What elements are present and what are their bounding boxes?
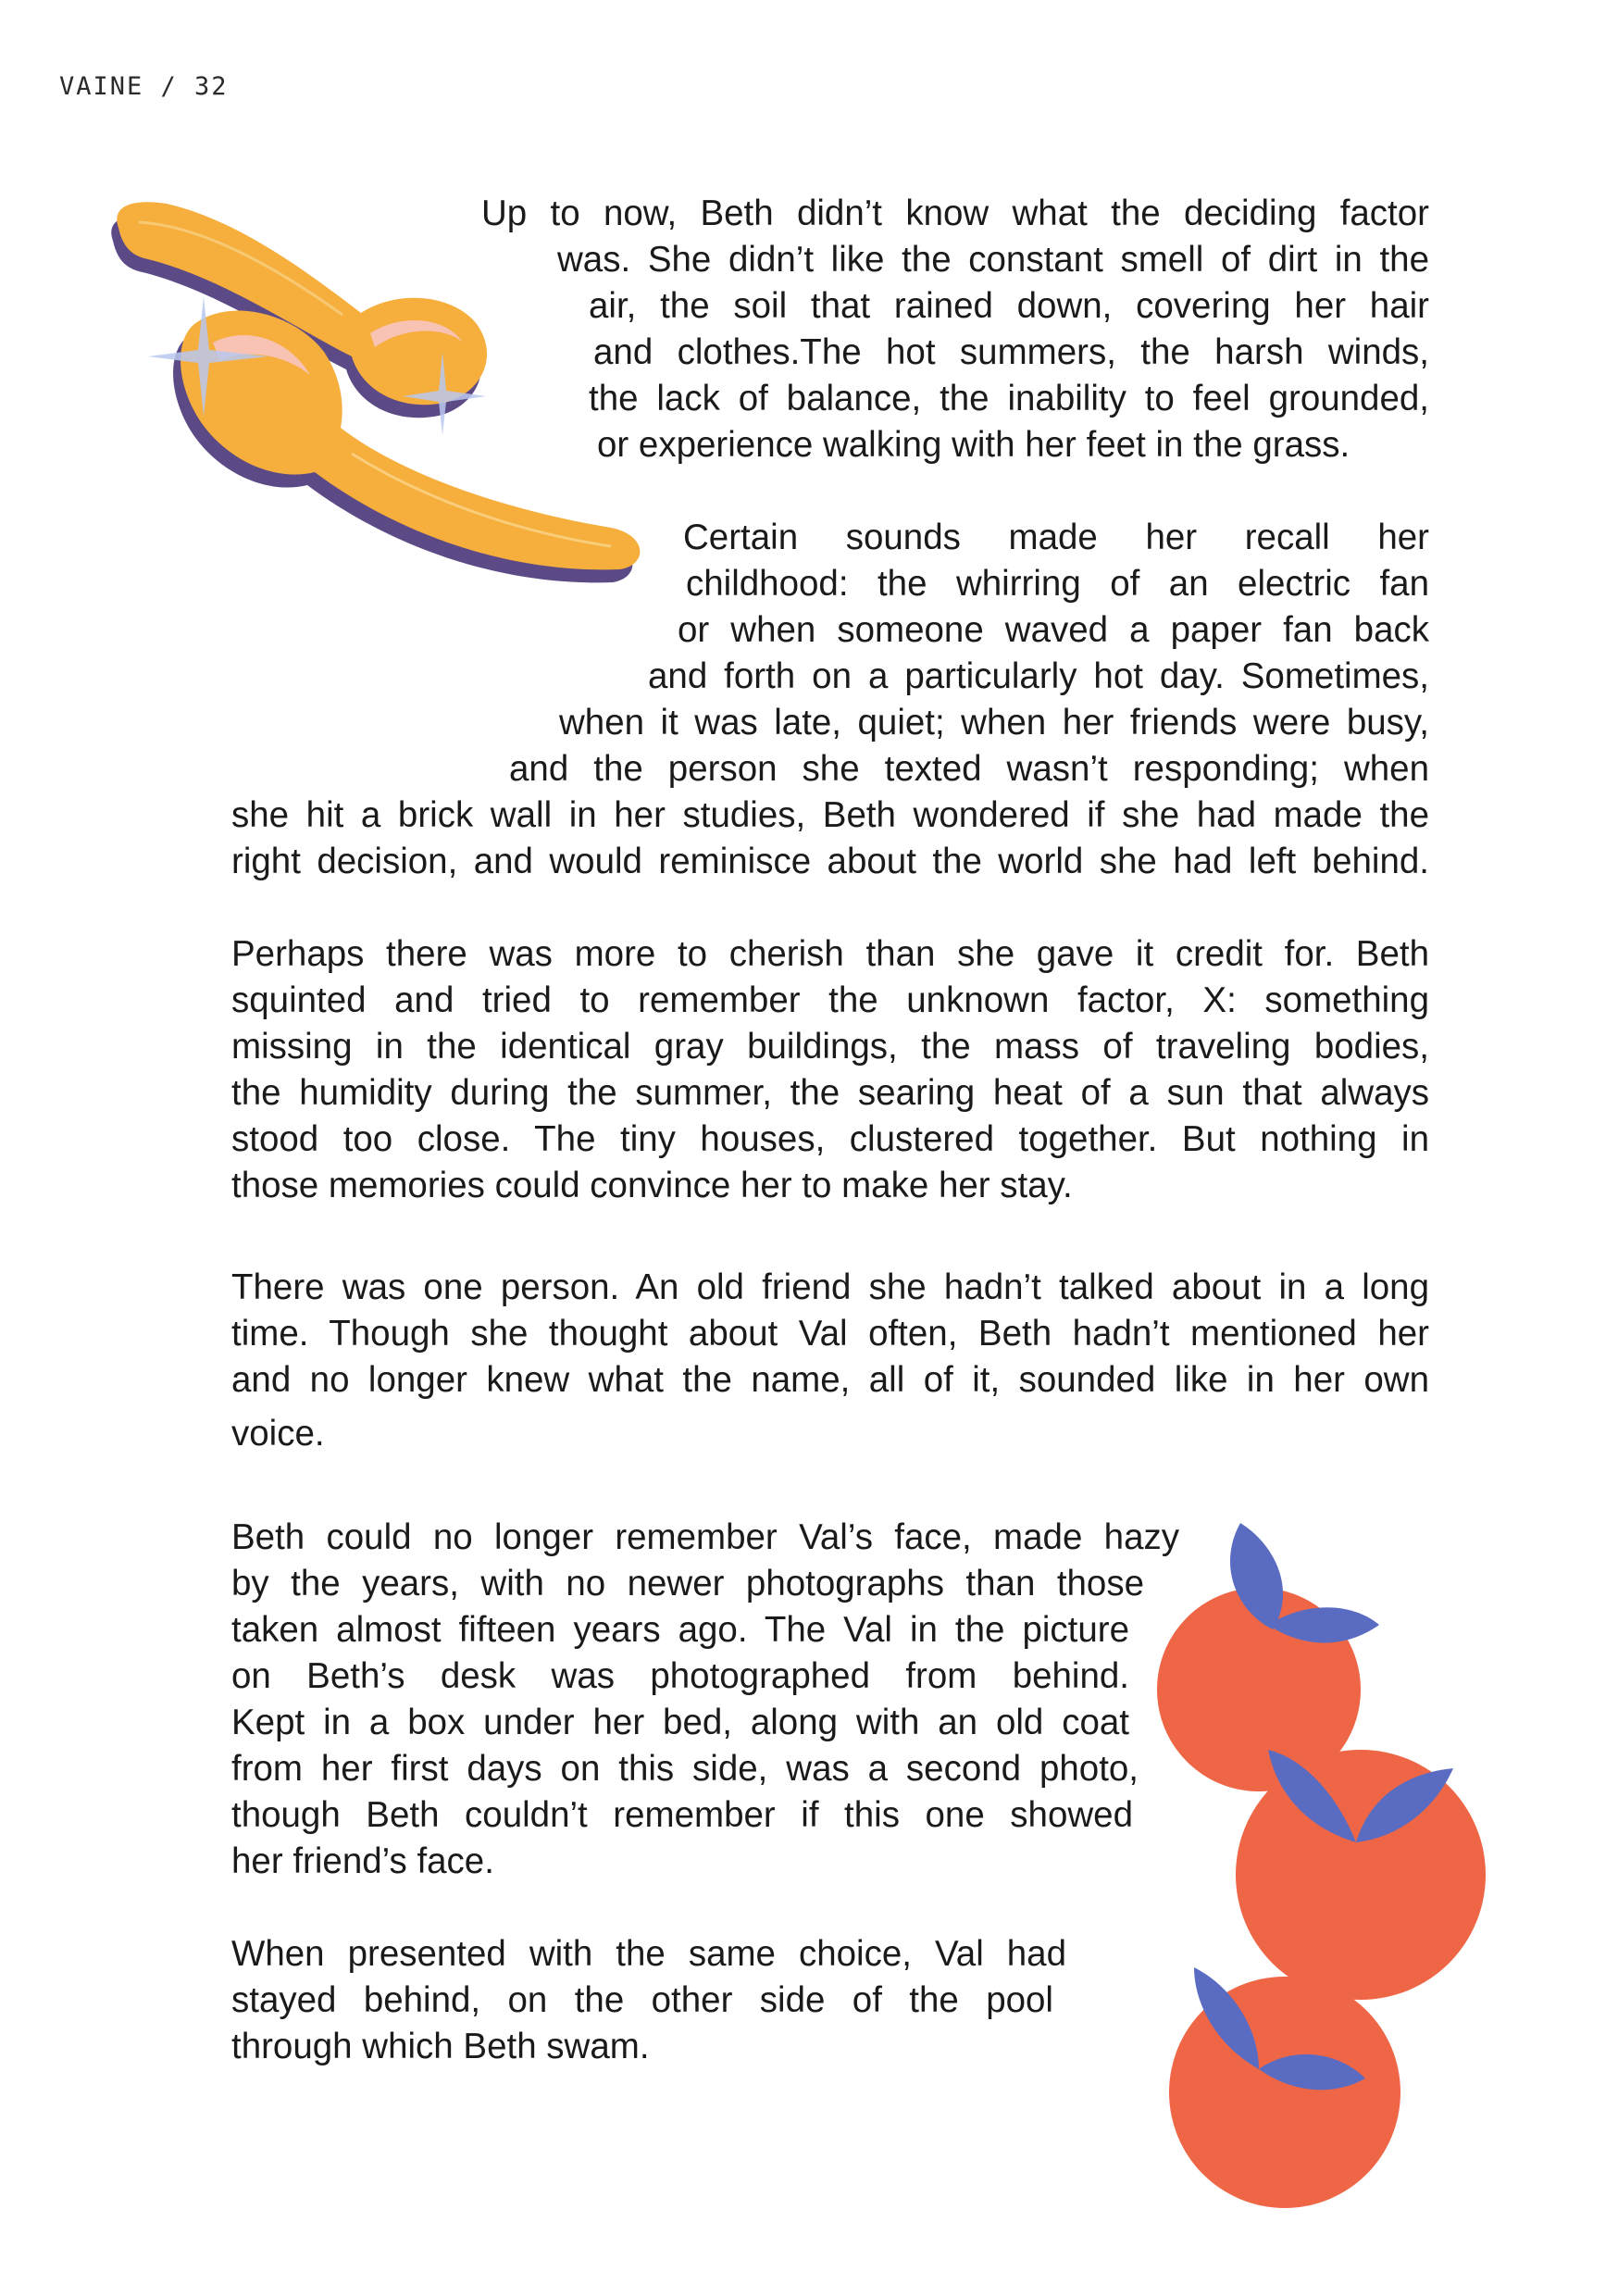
text-line: Beth could no longer remember Val’s face, made hazy — [231, 1517, 1179, 1557]
text-line: and clothes.The hot summers, the harsh winds, — [593, 332, 1429, 372]
text-line: Perhaps there was more to cherish than she gave it credit for. Beth — [231, 934, 1429, 974]
text-line: she hit a brick wall in her studies, Beth wondered if she had made the — [231, 795, 1429, 835]
text-line: the lack of balance, the inability to feel grounded, — [589, 379, 1429, 418]
text-line: childhood: the whirring of an electric fan — [686, 564, 1429, 604]
text-line: those memories could convince her to make her stay. — [231, 1166, 1073, 1205]
text-line: Kept in a box under her bed, along with an old coat — [231, 1703, 1129, 1742]
text-line: on Beth’s desk was photographed from behind. — [231, 1656, 1129, 1696]
text-line: though Beth couldn’t remember if this one showed — [231, 1795, 1133, 1835]
text-line: There was one person. An old friend she hadn’t talked about in a long — [231, 1267, 1429, 1307]
text-line: and forth on a particularly hot day. Sometimes, — [648, 656, 1429, 696]
text-line: from her first days on this side, was a second photo, — [231, 1749, 1139, 1789]
text-line: time. Though she thought about Val often, Beth hadn’t mentioned her — [231, 1314, 1429, 1354]
text-line: Up to now, Beth didn’t know what the deciding factor — [481, 193, 1429, 233]
text-line: missing in the identical gray buildings, the mass of traveling bodies, — [231, 1027, 1429, 1067]
text-line: her friend’s face. — [231, 1841, 494, 1881]
text-line: squinted and tried to remember the unknown factor, X: something — [231, 980, 1429, 1020]
text-line: when it was late, quiet; when her friends were busy, — [559, 703, 1429, 742]
orange-bottom — [1169, 1977, 1400, 2208]
text-line: When presented with the same choice, Val had — [231, 1934, 1066, 1974]
text-line: or when someone waved a paper fan back — [678, 610, 1429, 650]
text-line: the humidity during the summer, the searing heat of a sun that always — [231, 1073, 1429, 1113]
text-line: stood too close. The tiny houses, clustered together. But nothing in — [231, 1119, 1429, 1159]
text-line: and no longer knew what the name, all of it, sounded like in her own — [231, 1360, 1429, 1400]
text-line: right decision, and would reminisce about the world she had left behind. — [231, 842, 1429, 881]
text-line: air, the soil that rained down, covering her hair — [589, 286, 1429, 326]
text-line: taken almost fifteen years ago. The Val in the picture — [231, 1610, 1129, 1650]
text-line: or experience walking with her feet in the grass. — [597, 425, 1350, 465]
text-line: by the years, with no newer photographs than those — [231, 1564, 1144, 1603]
text-line: was. She didn’t like the constant smell of dirt in the — [557, 240, 1429, 280]
page-header: VAINE / 32 — [59, 72, 229, 101]
text-line: through which Beth swam. — [231, 2027, 650, 2066]
orange-middle — [1236, 1750, 1486, 2000]
oranges-illustration — [1111, 1500, 1518, 2222]
text-line: and the person she texted wasn’t responding; when — [509, 749, 1429, 789]
text-line: Certain sounds made her recall her — [683, 518, 1429, 557]
text-line: voice. — [231, 1414, 325, 1454]
text-line: stayed behind, on the other side of the pool — [231, 1980, 1053, 2020]
